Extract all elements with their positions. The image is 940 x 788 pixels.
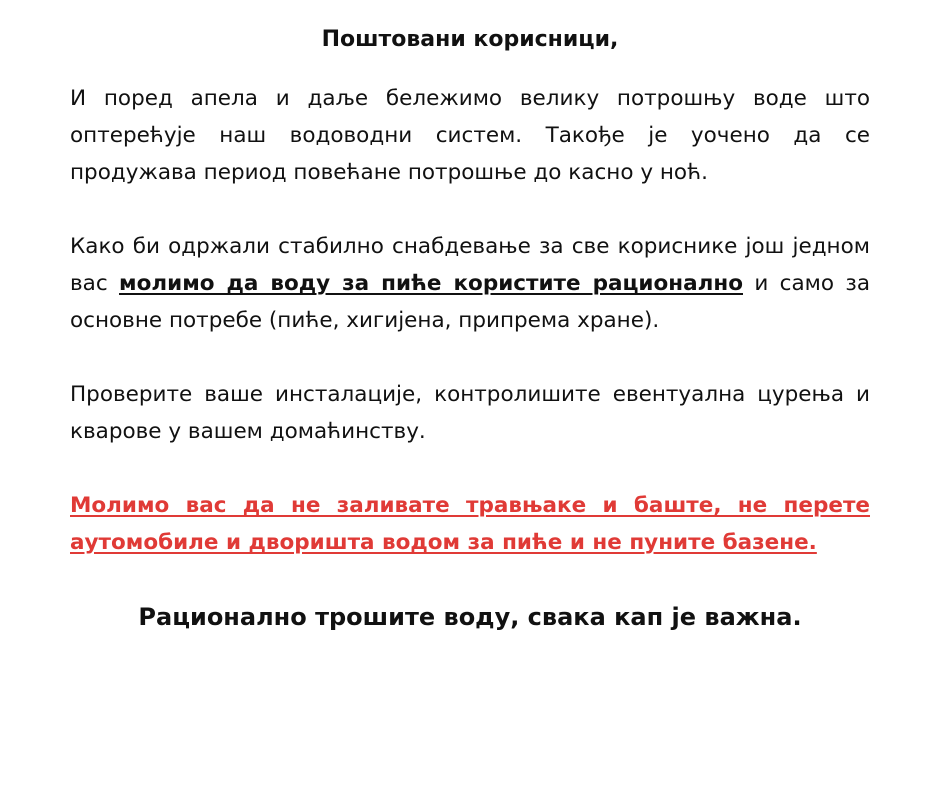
warning-paragraph: Молимо вас да не заливате травњаке и баште, не перете аутомобиле и дворишта водом за пиће и не пуните базене. [70,493,870,555]
paragraph-request [70,228,870,339]
request-text-before: Како би одржали стабилно снабдевање за све кориснике још једном вас [70,234,870,296]
closing-slogan: Рационално трошите воду, свака кап је важна. [138,603,802,631]
water-notice [70,22,870,636]
paragraph-consumption: И поред апела и даље бележимо велику потрошњу воде што оптерећује наш водоводни систем. Такође је уочено да се продужава период повећане потрошње до касно у ноћ. [70,86,870,185]
request-text-after: и само за основне потребе (пиће, хигијена, припрема хране). [70,271,870,333]
notice-greeting: Поштовани корисници, [321,27,619,52]
paragraph-installations: Проверите ваше инсталације, контролишите евентуална цурења и кварове у вашем домаћинству. [70,382,870,444]
request-emphasis: молимо да воду за пиће користите рационално [119,271,743,296]
